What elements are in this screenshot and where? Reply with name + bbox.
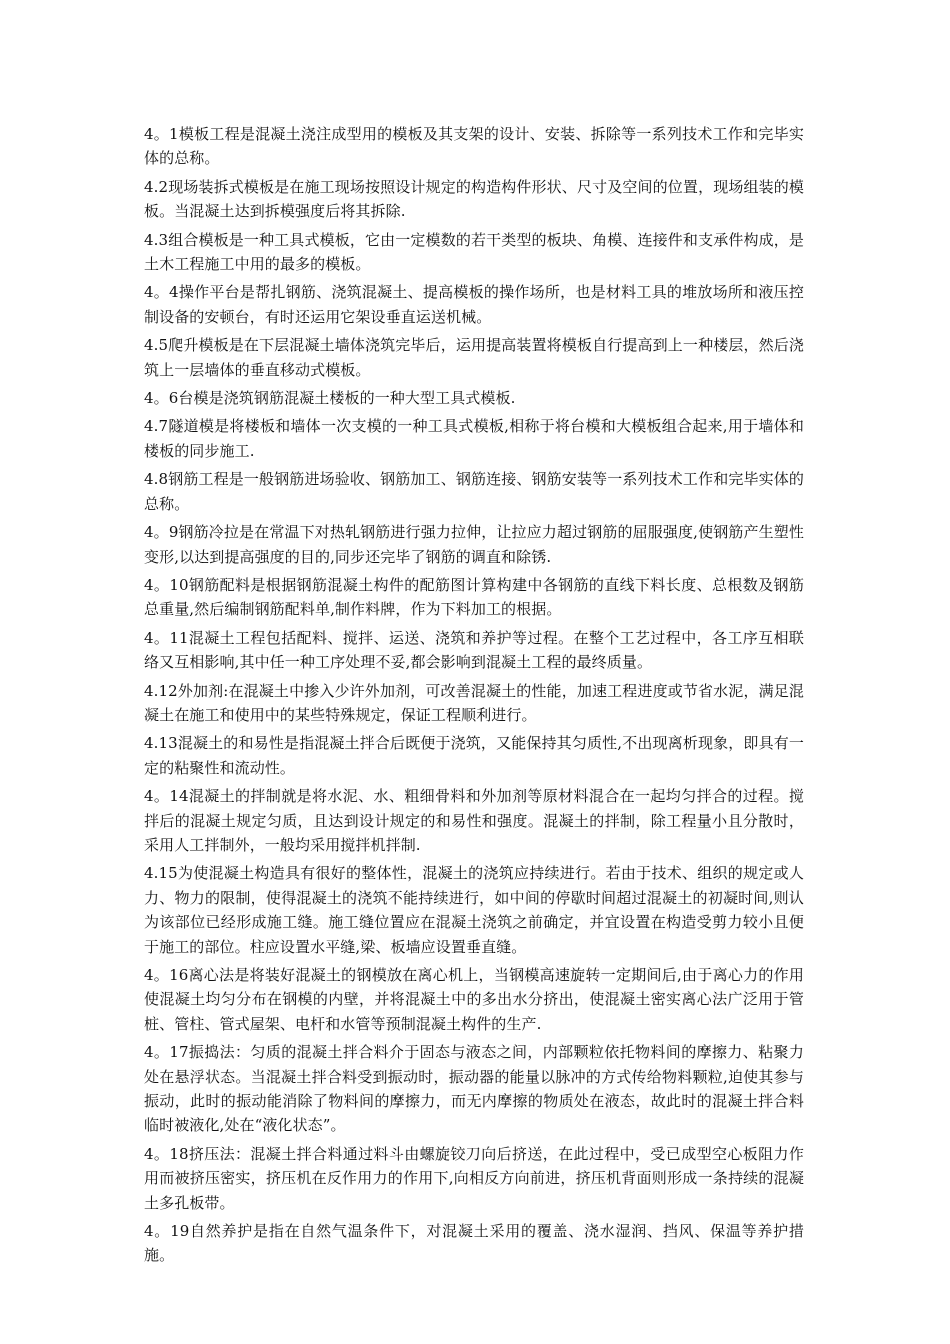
paragraph-4-14: 4。14混凝土的拌制就是将水泥、水、粗细骨料和外加剂等原材料混合在一起均匀拌合的过程。搅拌后的混凝土规定匀质，且达到设计规定的和易性和强度。混凝土的拌制，除工程量小且分散时，采用人工拌制外，一般均采用搅拌机拌制. (144, 787, 804, 854)
paragraph-4-4: 4。4操作平台是帮扎钢筋、浇筑混凝土、提高模板的操作场所，也是材料工具的堆放场所和液压控制设备的安顿台，有时还运用它架设垂直运送机械。 (144, 283, 804, 326)
paragraph-4-17: 4。17振捣法：匀质的混凝土拌合料介于固态与液态之间，内部颗粒依托物料间的摩擦力、粘聚力处在悬浮状态。当混凝土拌合料受到振动时，振动器的能量以脉冲的方式传给物料颗粒,迫使其参与振动，此时的振动能消除了物料间的摩擦力，而无内摩擦的物质处在液态，故此时的混凝土拌合料临时被液化,处在“液化状态”。 (144, 1043, 804, 1135)
paragraph-4-3: 4.3组合模板是一种工具式模板，它由一定模数的若干类型的板块、角模、连接件和支承件构成，是土木工程施工中用的最多的模板。 (144, 230, 804, 274)
paragraph-4-10: 4。10钢筋配料是根据钢筋混凝土构件的配筋图计算构建中各钢筋的直线下料长度、总根数及钢筋总重量,然后编制钢筋配料单,制作料牌，作为下料加工的根据。 (144, 575, 804, 619)
paragraph-4-2: 4.2现场装拆式模板是在施工现场按照设计规定的构造构件形状、尺寸及空间的位置，现场组装的模板。当混凝土达到拆模强度后将其拆除. (144, 177, 804, 221)
paragraph-4-7: 4.7隧道模是将楼板和墙体一次支模的一种工具式模板,相称于将台模和大模板组合起来,用于墙体和楼板的同步施工. (144, 417, 804, 460)
paragraph-4-1: 4。1模板工程是混凝土浇注成型用的模板及其支架的设计、安装、拆除等一系列技术工作和完毕实体的总称。 (144, 125, 804, 168)
paragraph-4-15: 4.15为使混凝土构造具有很好的整体性，混凝土的浇筑应持续进行。若由于技术、组织的规定或人力、物力的限制，使得混凝土的浇筑不能持续进行，如中间的停歇时间超过混凝土的初凝时间,则认为该部位已经形成施工缝。施工缝位置应在混凝土浇筑之前确定，并宜设置在构造受剪力较小且便于施工的部位。柱应设置水平缝,梁、板墙应设置垂直缝。 (144, 864, 804, 956)
paragraph-4-16: 4。16离心法是将装好混凝土的钢模放在离心机上，当钢模高速旋转一定期间后,由于离心力的作用使混凝土均匀分布在钢模的内壁，并将混凝土中的多出水分挤出，使混凝土密实离心法广泛用于管桩、管柱、管式屋架、电杆和水管等预制混凝土构件的生产. (144, 966, 804, 1033)
paragraph-4-19: 4。19自然养护是指在自然气温条件下，对混凝土采用的覆盖、浇水湿润、挡风、保温等养护措施。 (144, 1222, 804, 1265)
paragraph-4-8: 4.8钢筋工程是一般钢筋进场验收、钢筋加工、钢筋连接、钢筋安装等一系列技术工作和完毕实体的总称。 (144, 470, 804, 513)
paragraph-4-11: 4。11混凝土工程包括配料、搅拌、运送、浇筑和养护等过程。在整个工艺过程中，各工序互相联络又互相影响,其中任一种工序处理不妥,都会影响到混凝土工程的最终质量。 (144, 628, 804, 672)
paragraph-4-12: 4.12外加剂:在混凝土中掺入少许外加剂，可改善混凝土的性能，加速工程进度或节省水泥，满足混凝土在施工和使用中的某些特殊规定，保证工程顺利进行。 (144, 681, 804, 724)
document-body (144, 122, 804, 1272)
paragraph-4-9: 4。9钢筋冷拉是在常温下对热轧钢筋进行强力拉伸，让拉应力超过钢筋的屈服强度,使钢筋产生塑性变形,以达到提高强度的目的,同步还完毕了钢筋的调直和除锈. (144, 523, 804, 566)
paragraph-4-6: 4。6台模是浇筑钢筋混凝土楼板的一种大型工具式模板. (144, 389, 516, 408)
paragraph-4-5: 4.5爬升模板是在下层混凝土墙体浇筑完毕后，运用提高装置将模板自行提高到上一种楼层，然后浇筑上一层墙体的垂直移动式模板。 (144, 336, 804, 379)
paragraph-4-13: 4.13混凝土的和易性是指混凝土拌合后既便于浇筑，又能保持其匀质性,不出现离析现象，即具有一定的粘聚性和流动性。 (144, 734, 804, 777)
paragraph-4-18: 4。18挤压法：混凝土拌合料通过料斗由螺旋铰刀向后挤送，在此过程中，受已成型空心板阻力作用而被挤压密实，挤压机在反作用力的作用下,向相反方向前进，挤压机背面则形成一条持续的混凝土多孔板带。 (144, 1144, 804, 1212)
